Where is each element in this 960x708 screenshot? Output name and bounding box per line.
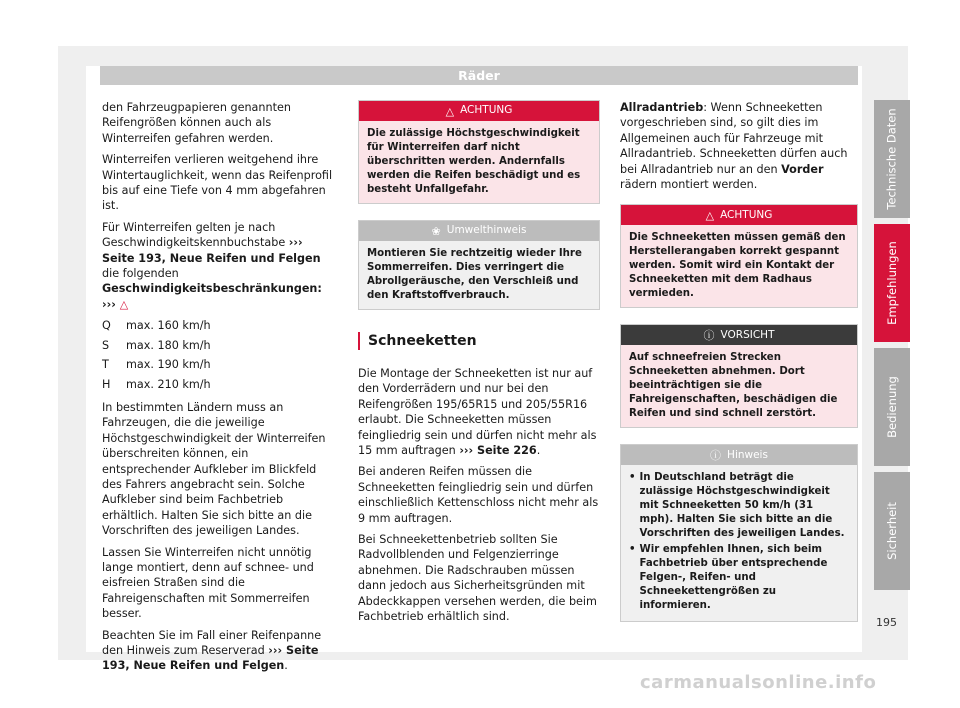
- page-link[interactable]: ››› Seite 193, Neue Reifen und Felgen: [102, 236, 321, 265]
- environment-box-header: ❀ Umwelthinweis: [359, 221, 599, 241]
- tab-technische-daten[interactable]: Technische Daten: [874, 100, 910, 218]
- page-number: 195: [876, 616, 897, 629]
- warning-box-header: △ ACHTUNG: [621, 205, 857, 225]
- paragraph: In bestimmten Ländern muss an Fahrzeugen, die die jeweilige Höchstgeschwindigkeit der Winterreifen überschreiten können, ein entsprechender Aufkleber im Blickfeld des Fahrers angebracht sein. Solche Aufkleber sind beim Fachbetrieb erhältlich. Halten Sie sich bitte an die Vorschriften des jeweiligen Landes.: [102, 400, 326, 538]
- paragraph: Winterreifen verlieren weitgehend ihre Wintertauglichkeit, wenn das Reifenprofil bis auf eine Tiefe von 4 mm abgefahren ist.: [102, 153, 333, 213]
- tab-bedienung[interactable]: Bedienung: [874, 348, 910, 466]
- warning-triangle-icon: △: [119, 297, 129, 311]
- leaf-icon: ❀: [431, 224, 441, 238]
- page-header: Räder: [100, 66, 858, 85]
- warning-box-header: △ ACHTUNG: [359, 101, 599, 121]
- list-item: • Wir empfehlen Ihnen, sich beim Fachbetrieb über entsprechende Felgen-, Reifen- und Schneekettengrößen zu informieren.: [629, 544, 828, 612]
- warning-box-text: Die Schneeketten müssen gemäß den Herstellerangaben korrekt gespannt werden. Somit wird ein Kontakt der Schneeketten mit dem Radhaus vermieden.: [621, 225, 857, 307]
- tab-sicherheit[interactable]: Sicherheit: [874, 472, 910, 590]
- list-item: H max. 210 km/h: [102, 377, 211, 391]
- page-link[interactable]: ››› Seite 226: [459, 444, 537, 458]
- paragraph: den Fahrzeugpapieren genannten Reifengrößen können auch als Winterreifen gefahren werden.: [102, 101, 291, 145]
- column-1: [102, 100, 338, 680]
- paragraph: Beachten Sie im Fall einer Reifenpanne den Hinweis zum Reserverad ››› Seite 193, Neue Reifen und Felgen.: [102, 628, 322, 673]
- caution-box-header: ⓘ VORSICHT: [621, 325, 857, 345]
- list-item: Q max. 160 km/h: [102, 319, 211, 333]
- watermark: carmanualsonline.info: [640, 672, 877, 693]
- warning-box: [620, 204, 858, 308]
- note-box-text: [621, 465, 857, 621]
- page-link[interactable]: ››› Seite 193, Neue Reifen und Felgen: [102, 644, 319, 673]
- warning-link[interactable]: : ›››: [102, 282, 322, 311]
- paragraph: Lassen Sie Winterreifen nicht unnötig lange montiert, denn auf schnee- und eisfreien Straßen sind die Fahreigenschaften mit Sommerreifen besser.: [102, 545, 314, 621]
- info-square-icon: ⓘ: [710, 448, 722, 462]
- warning-box-text: Die zulässige Höchstgeschwindigkeit für Winterreifen darf nicht überschritten werden. Andernfalls werden die Reifen beschädigt und es besteht Unfallgefahr.: [359, 121, 599, 203]
- list-item: S max. 180 km/h: [102, 338, 211, 352]
- environment-box: [358, 220, 600, 310]
- note-box-header: ⓘ Hinweis: [621, 445, 857, 465]
- bullet-icon: •: [629, 472, 636, 484]
- list-item: T max. 190 km/h: [102, 358, 211, 372]
- warning-box: [358, 100, 600, 204]
- caution-box: [620, 324, 858, 428]
- column-3: [620, 100, 858, 636]
- warning-triangle-icon: △: [445, 104, 455, 118]
- paragraph: Allradantrieb: Wenn Schneeketten vorgeschrieben sind, so gilt dies im Allgemeinen auch für Fahrzeuge mit Allradantrieb. Schneeketten dürfen auch bei Allradantrieb nur an den Vorder rädern montiert werden.: [620, 101, 848, 192]
- note-box: [620, 444, 858, 622]
- list-item: • In Deutschland beträgt die zulässige Höchstgeschwindigkeit mit Schneeketten 50 km/h (31 mph). Halten Sie sich bitte an die Vorschriften des jeweiligen Landes.: [629, 472, 845, 540]
- paragraph: Bei anderen Reifen müssen die Schneeketten feingliedrig sein und dürfen einschließlich Kettenschloss nicht mehr als 9 mm auftragen.: [358, 465, 599, 525]
- speed-list: [102, 318, 338, 392]
- bullet-icon: •: [629, 544, 636, 556]
- environment-box-text: Montieren Sie rechtzeitig wieder Ihre Sommerreifen. Dies verringert die Abrollgeräusche, den Verschleiß und den Kraftstoffverbrauch.: [359, 241, 599, 309]
- paragraph: Für Winterreifen gelten je nach Geschwindigkeitskennbuchstabe ››› Seite 193, Neue Reifen und Felgen die folgenden Geschwindigkeitsbeschränkungen: ››› △: [102, 220, 322, 311]
- tab-empfehlungen[interactable]: Empfehlungen: [874, 224, 910, 342]
- warning-triangle-icon: △: [705, 208, 715, 222]
- column-2: [358, 100, 600, 631]
- caution-box-text: Auf schneefreien Strecken Schneeketten abnehmen. Dort beeinträchtigen sie die Fahreigenschaften, beschädigen die Reifen und sind schnell zerstört.: [621, 345, 857, 427]
- paragraph: Bei Schneekettenbetrieb sollten Sie Radvollblenden und Felgenzierringe abnehmen. Die Radschrauben müssen dann jedoch aus Sicherheitsgründen mit Abdeckkappen versehen werden, die beim Fachbetrieb erhältlich sind.: [358, 533, 597, 624]
- section-title: Schneeketten: [358, 332, 600, 350]
- info-circle-icon: ⓘ: [703, 328, 715, 342]
- paragraph: Die Montage der Schneeketten ist nur auf den Vorderrädern und nur bei den Reifengrößen 195/65R15 und 205/55R16 erlaubt. Die Schneeketten müssen feingliedrig sein und dürfen nicht mehr als 15 mm auftragen ››› Seite 226.: [358, 367, 597, 458]
